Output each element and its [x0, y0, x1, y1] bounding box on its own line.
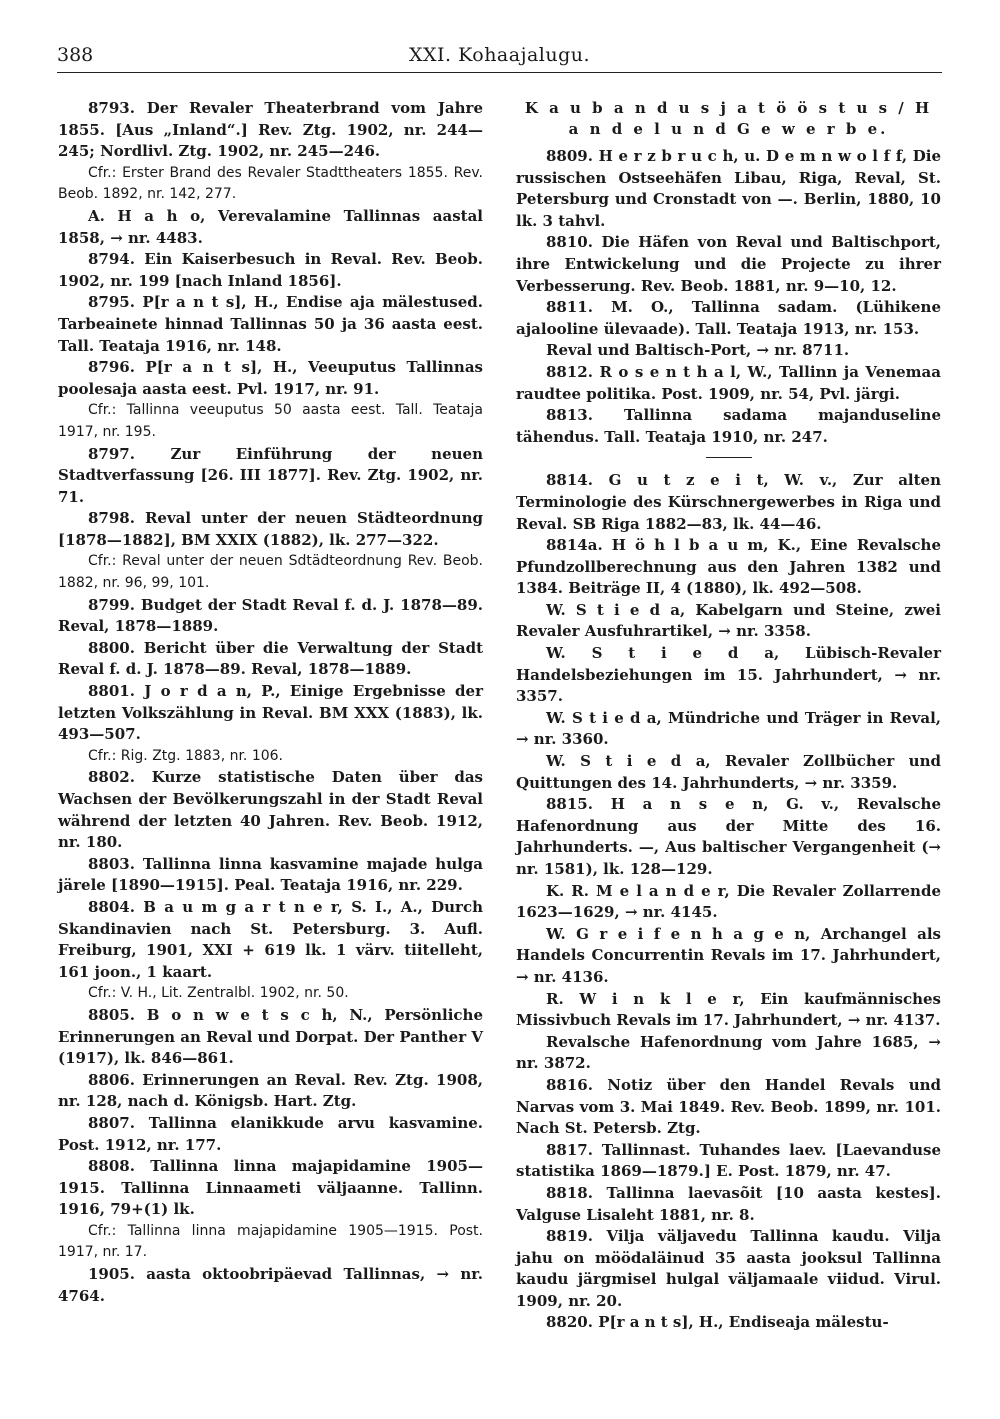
right-entries-group-a — [516, 146, 941, 448]
bibliography-entry: 8815. H a n s e n, G. v., Revalsche Hafenordnung aus der Mitte des 16. Jahrhunderts. —, Aus baltischer Vergangenheit (→ nr. 1581), lk. 128—129. — [516, 795, 941, 878]
bibliography-entry: W. S t i e d a, Revaler Zollbücher und Quittungen des 14. Jahrhunderts, → nr. 3359. — [516, 752, 941, 792]
running-title: XXI. Kohaajalugu. — [408, 44, 591, 66]
right-column — [516, 98, 941, 1334]
bibliography-entry: 8794. Ein Kaiserbesuch in Reval. Rev. Beob. 1902, nr. 199 [nach Inland 1856]. — [58, 250, 483, 290]
bibliography-entry: 8812. R o s e n t h a l, W., Tallinn ja Venemaa raudtee politika. Post. 1909, nr. 54, Pvl. järgi. — [516, 362, 941, 403]
bibliography-entry: W. S t i e d a, Mündriche und Träger in Reval, → nr. 3360. — [516, 708, 941, 749]
bibliography-entry: W. S t i e d a, Lübisch-Revaler Handelsbeziehungen im 15. Jahrhundert, → nr. 3357. — [516, 644, 941, 706]
bibliography-entry: 8814. G u t z e i t, W. v., Zur alten Terminologie des Kürschnergewerbes in Riga und Reval. SB Riga 1882—83, lk. 44—46. — [516, 471, 941, 533]
bibliography-entry: 8820. P[r a n t s], H., Endiseaja mälestu- — [546, 1313, 889, 1332]
bibliography-entry: 8804. B a u m g a r t n e r, S. I., A., Durch Skandinavien nach St. Petersburg. 3. Aufl. Freiburg, 1901, XXI + 619 lk. 1 värv. tiitelleht, 161 joon., 1 kaart. — [58, 897, 483, 981]
bibliography-entry: K. R. M e l a n d e r, Die Revaler Zollarrende 1623—1629, → nr. 4145. — [516, 881, 941, 922]
bibliography-entry: 8801. J o r d a n, P., Einige Ergebnisse der letzten Volkszählung in Reval. BM XXX (1883), lk. 493—507. — [58, 682, 483, 744]
bibliography-entry: W. S t i e d a, Kabelgarn und Steine, zwei Revaler Ausfuhrartikel, → nr. 3358. — [516, 600, 941, 641]
right-entries-group-b — [516, 470, 941, 1334]
bibliography-entry: 8796. P[r a n t s], H., Veeuputus Tallinnas poolesaja aasta eest. Pvl. 1917, nr. 91. — [58, 358, 483, 398]
bibliography-entry: 8819. Vilja väljavedu Tallinna kaudu. Vilja jahu on möödaläinud 35 aasta jooksul Tallinna kaudu järgmisel hulgal väljamaale viidud. Virul. 1909, nr. 20. — [516, 1227, 941, 1310]
header-rule — [57, 72, 942, 73]
cross-reference-entry: Cfr.: Reval unter der neuen Sdtädteordnung Rev. Beob. 1882, nr. 96, 99, 101. — [58, 553, 483, 592]
bibliography-entry: 8805. B o n w e t s c h, N., Persönliche Erinnerungen an Reval und Dorpat. Der Panther V (1917), lk. 846—861. — [58, 1005, 483, 1068]
cross-reference-entry: Cfr.: V. H., Lit. Zentralbl. 1902, nr. 50. — [88, 985, 349, 1002]
bibliography-entry: 8797. Zur Einführung der neuen Stadtverfassung [26. III 1877]. Rev. Ztg. 1902, nr. 71. — [58, 444, 483, 506]
page-header — [57, 44, 942, 70]
bibliography-entry: 1905. aasta oktoobripäevad Tallinnas, → nr. 4764. — [58, 1265, 483, 1305]
bibliography-entry: 8816. Notiz über den Handel Revals und Narvas vom 3. Mai 1849. Rev. Beob. 1899, nr. 101. Nach St. Petersb. Ztg. — [516, 1075, 941, 1138]
bibliography-entry: 8802. Kurze statistische Daten über das Wachsen der Bevölkerungszahl in der Stadt Reval während der letzten 40 Jahren. Rev. Beob. 1912, nr. 180. — [58, 768, 483, 852]
bibliography-entry: R. W i n k l e r, Ein kaufmännisches Missivbuch Revals im 17. Jahrhundert, → nr. 4137. — [516, 989, 941, 1030]
bibliography-entry: 8799. Budget der Stadt Reval f. d. J. 1878—89. Reval, 1878—1889. — [58, 595, 483, 636]
bibliography-entry: 8803. Tallinna linna kasvamine majade hulga järele [1890—1915]. Peal. Teataja 1916, nr. 229. — [58, 854, 483, 895]
bibliography-entry: 8807. Tallinna elanikkude arvu kasvamine. Post. 1912, nr. 177. — [58, 1113, 483, 1154]
bibliography-entry: 8806. Erinnerungen an Reval. Rev. Ztg. 1908, nr. 128, nach d. Königsb. Hart. Ztg. — [58, 1070, 483, 1111]
bibliography-entry: 8811. M. O., Tallinna sadam. (Lühikene ajalooline ülevaade). Tall. Teataja 1913, nr. 153. — [516, 298, 941, 338]
bibliography-entry: 8810. Die Häfen von Reval und Baltischport, ihre Entwickelung und die Projecte zu ihrer Verbesserung. Rev. Beob. 1881, nr. 9—10, 12. — [516, 233, 941, 295]
bibliography-entry: 8817. Tallinnast. Tuhandes laev. [Laevanduse statistika 1869—1879.] E. Post. 1879, nr. 47. — [516, 1140, 941, 1181]
bibliography-entry: 8793. Der Revaler Theaterbrand vom Jahre 1855. [Aus „Inland“.] Rev. Ztg. 1902, nr. 244—245; Nordlivl. Ztg. 1902, nr. 245—246. — [58, 99, 483, 161]
bibliography-entry: 8814a. H ö h l b a u m, K., Eine Revalsche Pfundzollberechnung aus den Jahren 1382 und 1384. Beiträge II, 4 (1880), lk. 492—508. — [516, 536, 941, 598]
bibliography-entry: A. H a h o, Verevalamine Tallinnas aastal 1858, → nr. 4483. — [58, 206, 483, 247]
bibliography-entry: 8813. Tallinna sadama majanduseline tähendus. Tall. Teataja 1910, nr. 247. — [516, 406, 941, 446]
bibliography-entry: 8798. Reval unter der neuen Städteordnung [1878—1882], BM XXIX (1882), lk. 277—322. — [58, 509, 483, 549]
bibliography-entry: W. G r e i f e n h a g e n, Archangel als Handels Concurrentin Revals im 17. Jahrhundert, → nr. 4136. — [516, 924, 941, 986]
bibliography-entry: Reval und Baltisch-Port, → nr. 8711. — [546, 341, 850, 360]
cross-reference-entry: Cfr.: Tallinna linna majapidamine 1905—1915. Post. 1917, nr. 17. — [58, 1222, 483, 1261]
bibliography-entry: 8800. Bericht über die Verwaltung der Stadt Reval f. d. J. 1878—89. Reval, 1878—1889. — [58, 638, 483, 679]
section-separator — [706, 457, 752, 458]
bibliography-entry: Revalsche Hafenordnung vom Jahre 1685, → nr. 3872. — [516, 1032, 941, 1073]
cross-reference-entry: Cfr.: Tallinna veeuputus 50 aasta eest. Tall. Teataja 1917, nr. 195. — [58, 402, 483, 440]
page-number: 388 — [57, 44, 94, 66]
bibliography-entry: 8818. Tallinna laevasõit [10 aasta kestes]. Valguse Lisaleht 1881, nr. 8. — [516, 1183, 941, 1224]
cross-reference-entry: Cfr.: Erster Brand des Revaler Stadttheaters 1855. Rev. Beob. 1892, nr. 142, 277. — [58, 164, 483, 203]
bibliography-entry: 8795. P[r a n t s], H., Endise aja mälestused. Tarbeainete hinnad Tallinnas 50 ja 36 aasta eest. Tall. Teataja 1916, nr. 148. — [58, 293, 483, 355]
left-column — [58, 98, 483, 1307]
section-heading: K a u b a n d u s j a t ö ö s t u s / H a n d e l u n d G e w e r b e. — [524, 99, 933, 138]
cross-reference-entry: Cfr.: Rig. Ztg. 1883, nr. 106. — [88, 747, 284, 764]
bibliography-entry: 8809. H e r z b r u c h, u. D e m n w o l f f, Die russischen Ostseehäfen Libau, Riga, Reval, St. Petersburg und Cronstadt von —. Berlin, 1880, 10 lk. 3 tahvl. — [516, 147, 941, 230]
bibliography-entry: 8808. Tallinna linna majapidamine 1905—1915. Tallinna Linnaameti väljaanne. Tallinn. 1916, 79+(1) lk. — [58, 1157, 483, 1219]
